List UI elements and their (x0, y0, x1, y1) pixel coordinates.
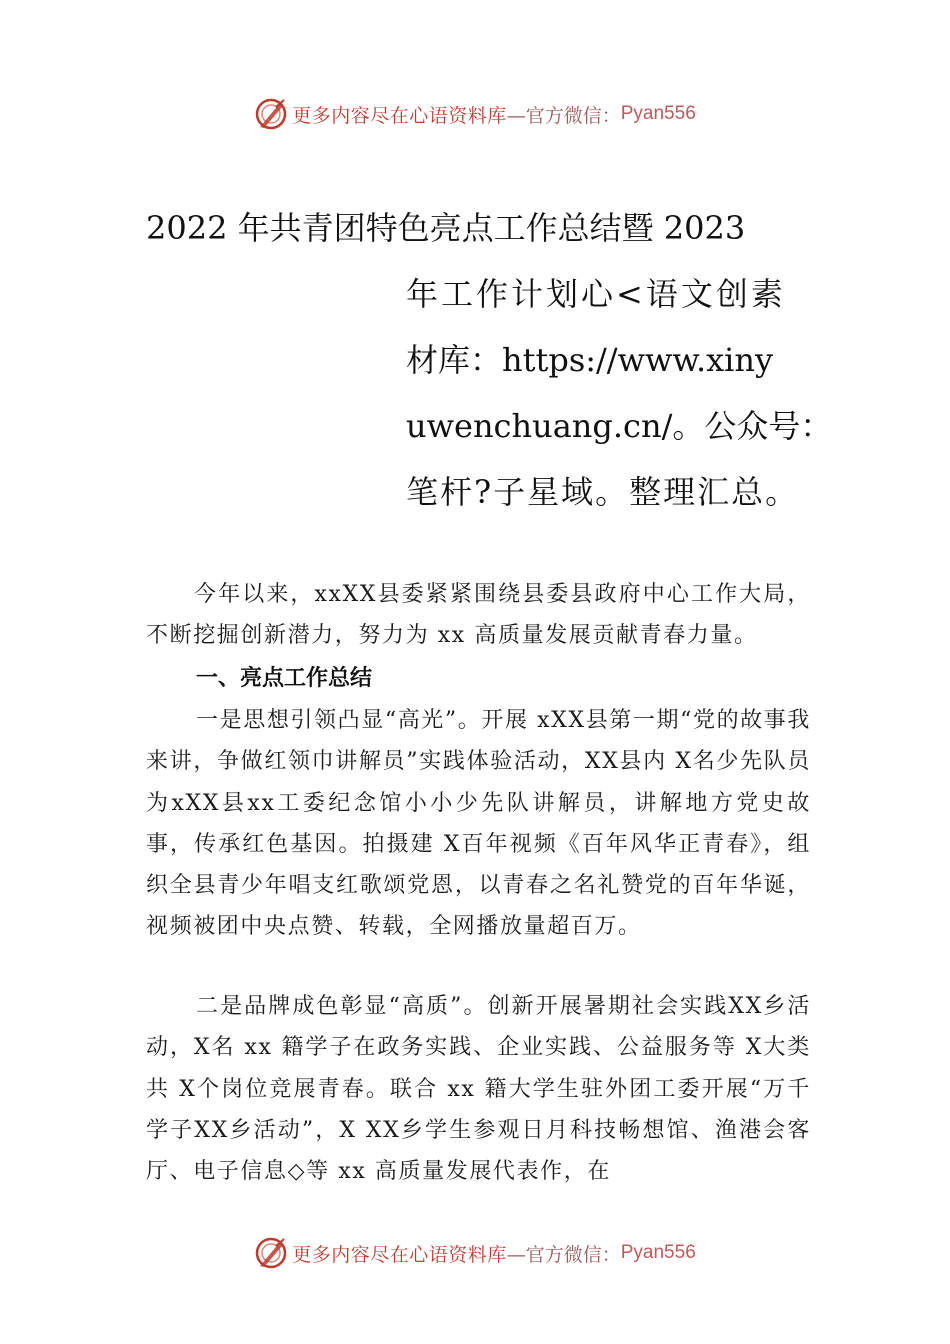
intro-paragraph: 今年以来，xxXX县委紧紧围绕县委县政府中心工作大局，不断挖掘创新潜力，努力为 xx 高质量发展贡献青春力量。 (146, 582, 811, 649)
banner-title: 更多内容尽在心语资料库 (292, 1243, 507, 1266)
title-line-2: 年工作计划心<语文创素 (406, 275, 786, 313)
paragraph-1: 一是思想引领凸显“高光”。开展 xXX县第一期“党的故事我来讲，争做红领巾讲解员”实践体验活动，XX县内 X名少先队员为xXX县xx工委纪念馆小小少先队讲解员，讲解地方党史故事，传承红色基因。拍摄建 X百年视频《百年风华正青春》，组织全县青少年唱支红歌颂党恩，以青春之名礼赞党的百年华诞，视频被团中央点赞、转载，全网播放量超百万。 (146, 708, 811, 940)
title-line-3: 材库：https://www.xiny (406, 341, 774, 379)
banner-separator: —官方微信： (506, 1243, 621, 1266)
title-line-4: uwenchuang.cn/。公众号： (406, 407, 833, 445)
title-line-1: 2022 年共青团特色亮点工作总结暨 2023 (146, 209, 746, 247)
quill-logo-icon (254, 1236, 288, 1270)
banner-title: 更多内容尽在心语资料库 (292, 104, 507, 127)
paragraph-2: 二是品牌成色彰显“高质”。创新开展暑期社会实践XX乡活动，X名 xx 籍学子在政务实践、企业实践、公益服务等 X大类共 X个岗位竞展青春。联合 xx 籍大学生驻外团工委开展“万千学子XX乡活动”，X XX乡学生参观日月科技畅想馆、渔港会客厅、电子信息◇等 xx 高质量发展代表作，在 (146, 994, 811, 1185)
footer-banner (0, 1233, 950, 1273)
quill-logo-icon (254, 97, 288, 131)
banner-wechat-id: Pyan556 (620, 103, 696, 124)
banner-wechat-id: Pyan556 (620, 1242, 696, 1263)
header-banner (0, 94, 950, 134)
title-line-5: 笔杆?子星域。整理汇总。 (406, 473, 800, 511)
section-heading: 一、亮点工作总结 (196, 666, 373, 691)
banner-separator: —官方微信： (506, 104, 621, 127)
